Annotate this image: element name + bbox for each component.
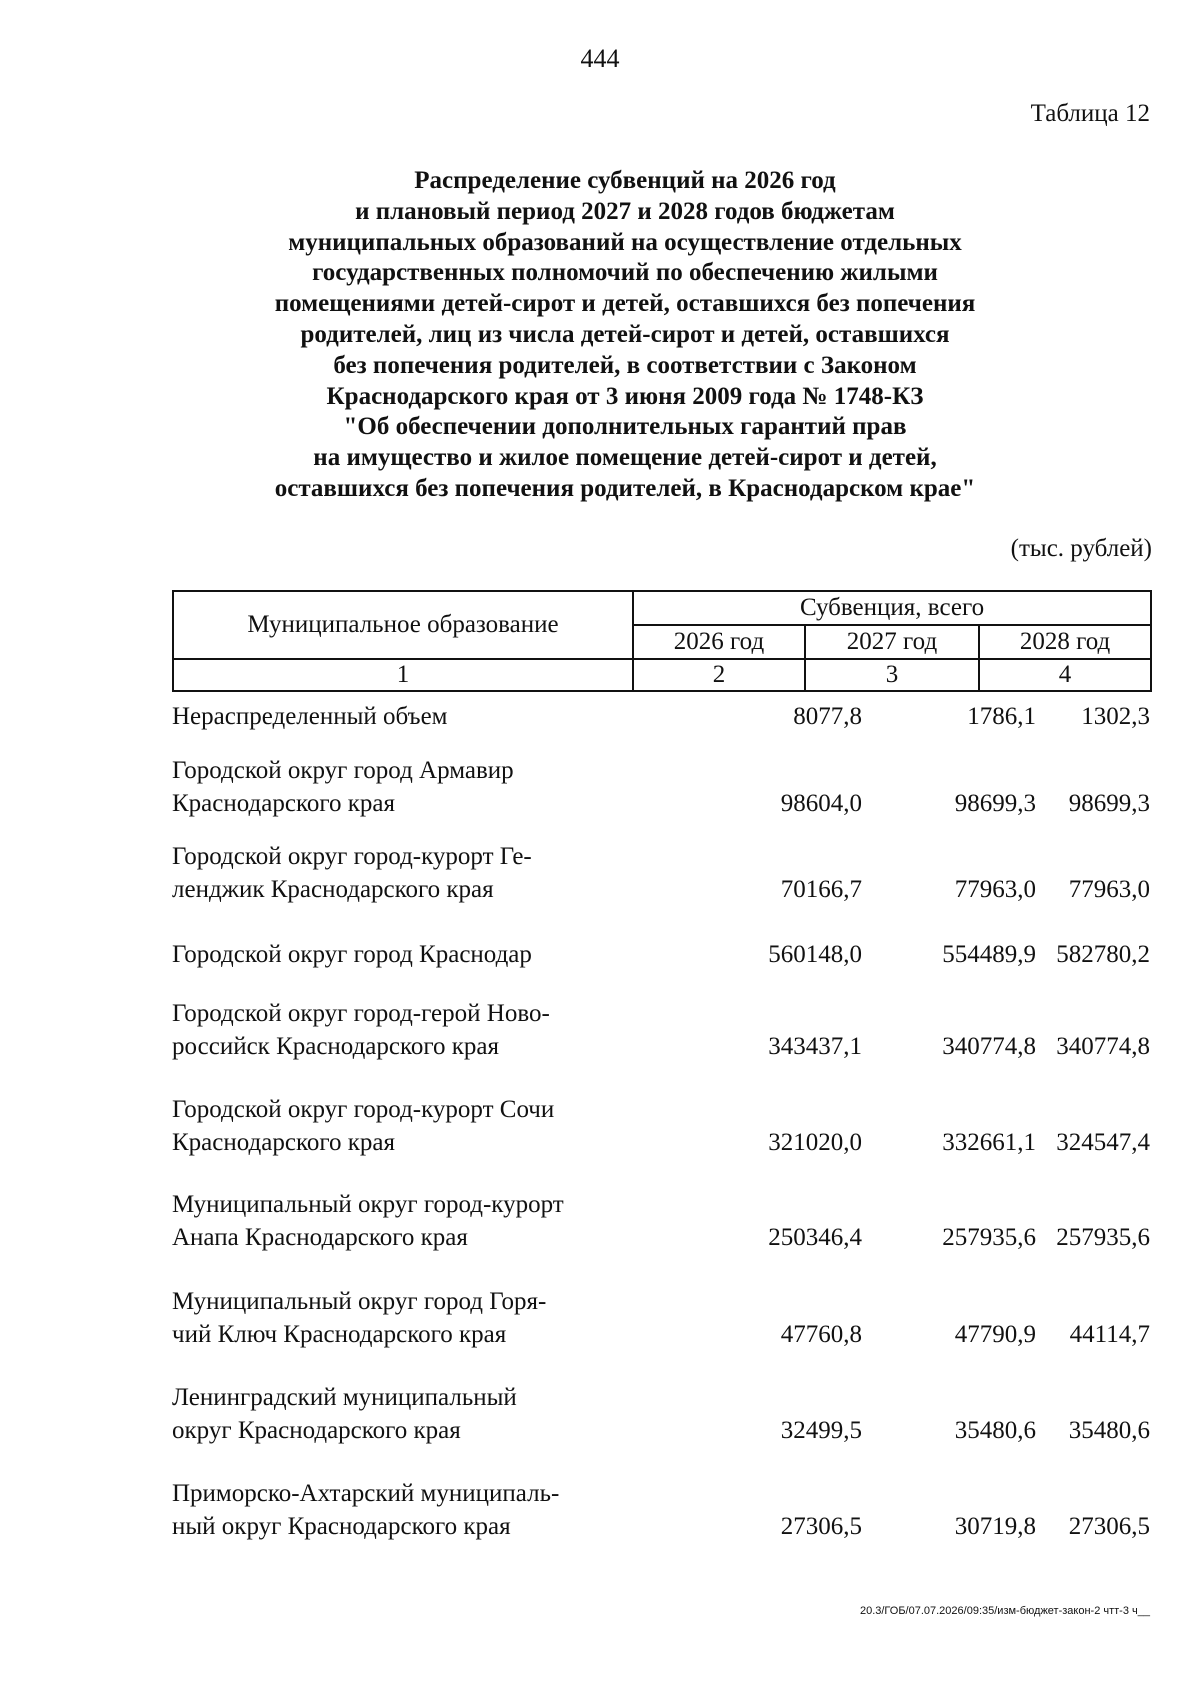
- title-line: родителей, лиц из числа детей-сирот и детей, оставшихся: [300, 320, 950, 348]
- name-line: Приморско-Ахтарский муниципаль-: [172, 1480, 560, 1507]
- municipality-name: [172, 1477, 632, 1543]
- municipality-name: [172, 1285, 632, 1351]
- name-line: Муниципальный округ город Горя-: [172, 1288, 547, 1315]
- table-header: [172, 590, 1152, 692]
- name-line: Городской округ город Армавир: [172, 757, 514, 784]
- municipality-name: [172, 1093, 632, 1159]
- page-number: 444: [580, 44, 620, 73]
- title-line: и плановый период 2027 и 2028 годов бюджетам: [355, 197, 895, 225]
- header-municipality: Муниципальное образование: [173, 591, 633, 659]
- name-line: ленджик Краснодарского края: [172, 876, 494, 903]
- value-2028: 340774,8: [1056, 1033, 1150, 1060]
- name-line: Городской округ город-курорт Сочи: [172, 1096, 555, 1123]
- name-line: Краснодарского края: [172, 1129, 395, 1156]
- header-col-number: 2: [633, 659, 805, 691]
- municipality-name: [172, 997, 632, 1063]
- value-2026: 70166,7: [780, 876, 862, 903]
- table-label: Таблица 12: [1030, 100, 1150, 127]
- municipality-name: [172, 840, 632, 906]
- header-year-2027: 2027 год: [805, 625, 979, 659]
- header-subvention-total: Субвенция, всего: [633, 591, 1151, 625]
- name-line: Городской округ город Краснодар: [172, 941, 532, 968]
- name-line: Анапа Краснодарского края: [172, 1224, 468, 1251]
- value-2028: 582780,2: [1056, 941, 1150, 968]
- value-2026: 8077,8: [793, 703, 862, 730]
- value-2028: 44114,7: [1069, 1321, 1150, 1348]
- value-2026: 98604,0: [780, 790, 862, 817]
- value-2027: 98699,3: [954, 790, 1036, 817]
- municipality-name: [172, 938, 632, 971]
- title-line: "Об обеспечении дополнительных гарантий прав: [343, 413, 907, 441]
- name-line: Муниципальный округ город-курорт: [172, 1191, 564, 1218]
- title-line: Распределение субвенций на 2026 год: [414, 167, 836, 194]
- title-line: без попечения родителей, в соответствии с Законом: [333, 351, 917, 379]
- value-2027: 1786,1: [967, 703, 1036, 730]
- value-2026: 47760,8: [780, 1321, 862, 1348]
- value-2027: 554489,9: [942, 941, 1036, 968]
- name-line: ный округ Краснодарского края: [172, 1513, 511, 1540]
- name-line: Городской округ город-герой Ново-: [172, 1000, 550, 1027]
- value-2027: 47790,9: [954, 1321, 1036, 1348]
- value-2027: 332661,1: [942, 1129, 1036, 1156]
- header-col-number: 3: [805, 659, 979, 691]
- value-2027: 30719,8: [954, 1513, 1036, 1540]
- name-line: Нераспределенный объем: [172, 703, 448, 730]
- units-label: (тыс. рублей): [1010, 535, 1152, 562]
- value-2026: 343437,1: [768, 1033, 862, 1060]
- value-2028: 324547,4: [1056, 1129, 1150, 1156]
- municipality-name: [172, 700, 632, 733]
- municipality-name: [172, 1188, 632, 1254]
- value-2026: 321020,0: [768, 1129, 862, 1156]
- municipality-name: [172, 1381, 632, 1447]
- document-title: [130, 166, 1120, 505]
- footer-document-code: 20.3/ГОБ/07.07.2026/09:35/изм-бюджет-закон-2 чтт-3 ч__: [859, 1605, 1150, 1617]
- value-2026: 32499,5: [780, 1417, 862, 1444]
- value-2026: 27306,5: [780, 1513, 862, 1540]
- name-line: российск Краснодарского края: [172, 1033, 500, 1060]
- value-2027: 35480,6: [954, 1417, 1036, 1444]
- name-line: Городской округ город-курорт Ге-: [172, 843, 532, 870]
- value-2028: 35480,6: [1068, 1417, 1150, 1444]
- value-2028: 257935,6: [1056, 1224, 1150, 1251]
- header-year-2028: 2028 год: [979, 625, 1151, 659]
- name-line: Ленинградский муниципальный: [172, 1384, 517, 1411]
- title-line: на имущество и жилое помещение детей-сирот и детей,: [313, 444, 937, 472]
- value-2027: 257935,6: [942, 1224, 1036, 1251]
- value-2027: 340774,8: [942, 1033, 1036, 1060]
- value-2027: 77963,0: [954, 876, 1036, 903]
- value-2028: 1302,3: [1081, 703, 1150, 730]
- title-line: помещениями детей-сирот и детей, оставшихся без попечения: [274, 290, 976, 318]
- name-line: чий Ключ Краснодарского края: [172, 1321, 507, 1348]
- value-2028: 77963,0: [1068, 876, 1150, 903]
- name-line: Краснодарского края: [172, 790, 395, 817]
- title-line: Краснодарского края от 3 июня 2009 года № 1748-КЗ: [326, 382, 924, 410]
- title-line: оставшихся без попечения родителей, в Краснодарском крае": [274, 474, 976, 502]
- title-line: государственных полномочий по обеспечению жилыми: [312, 259, 938, 287]
- name-line: округ Краснодарского края: [172, 1417, 461, 1444]
- header-col-number: 1: [173, 659, 633, 691]
- value-2028: 27306,5: [1068, 1513, 1150, 1540]
- title-line: муниципальных образований на осуществление отдельных: [288, 228, 962, 256]
- value-2026: 250346,4: [768, 1224, 862, 1251]
- header-col-number: 4: [979, 659, 1151, 691]
- value-2026: 560148,0: [768, 941, 862, 968]
- value-2028: 98699,3: [1068, 790, 1150, 817]
- header-year-2026: 2026 год: [633, 625, 805, 659]
- municipality-name: [172, 754, 632, 820]
